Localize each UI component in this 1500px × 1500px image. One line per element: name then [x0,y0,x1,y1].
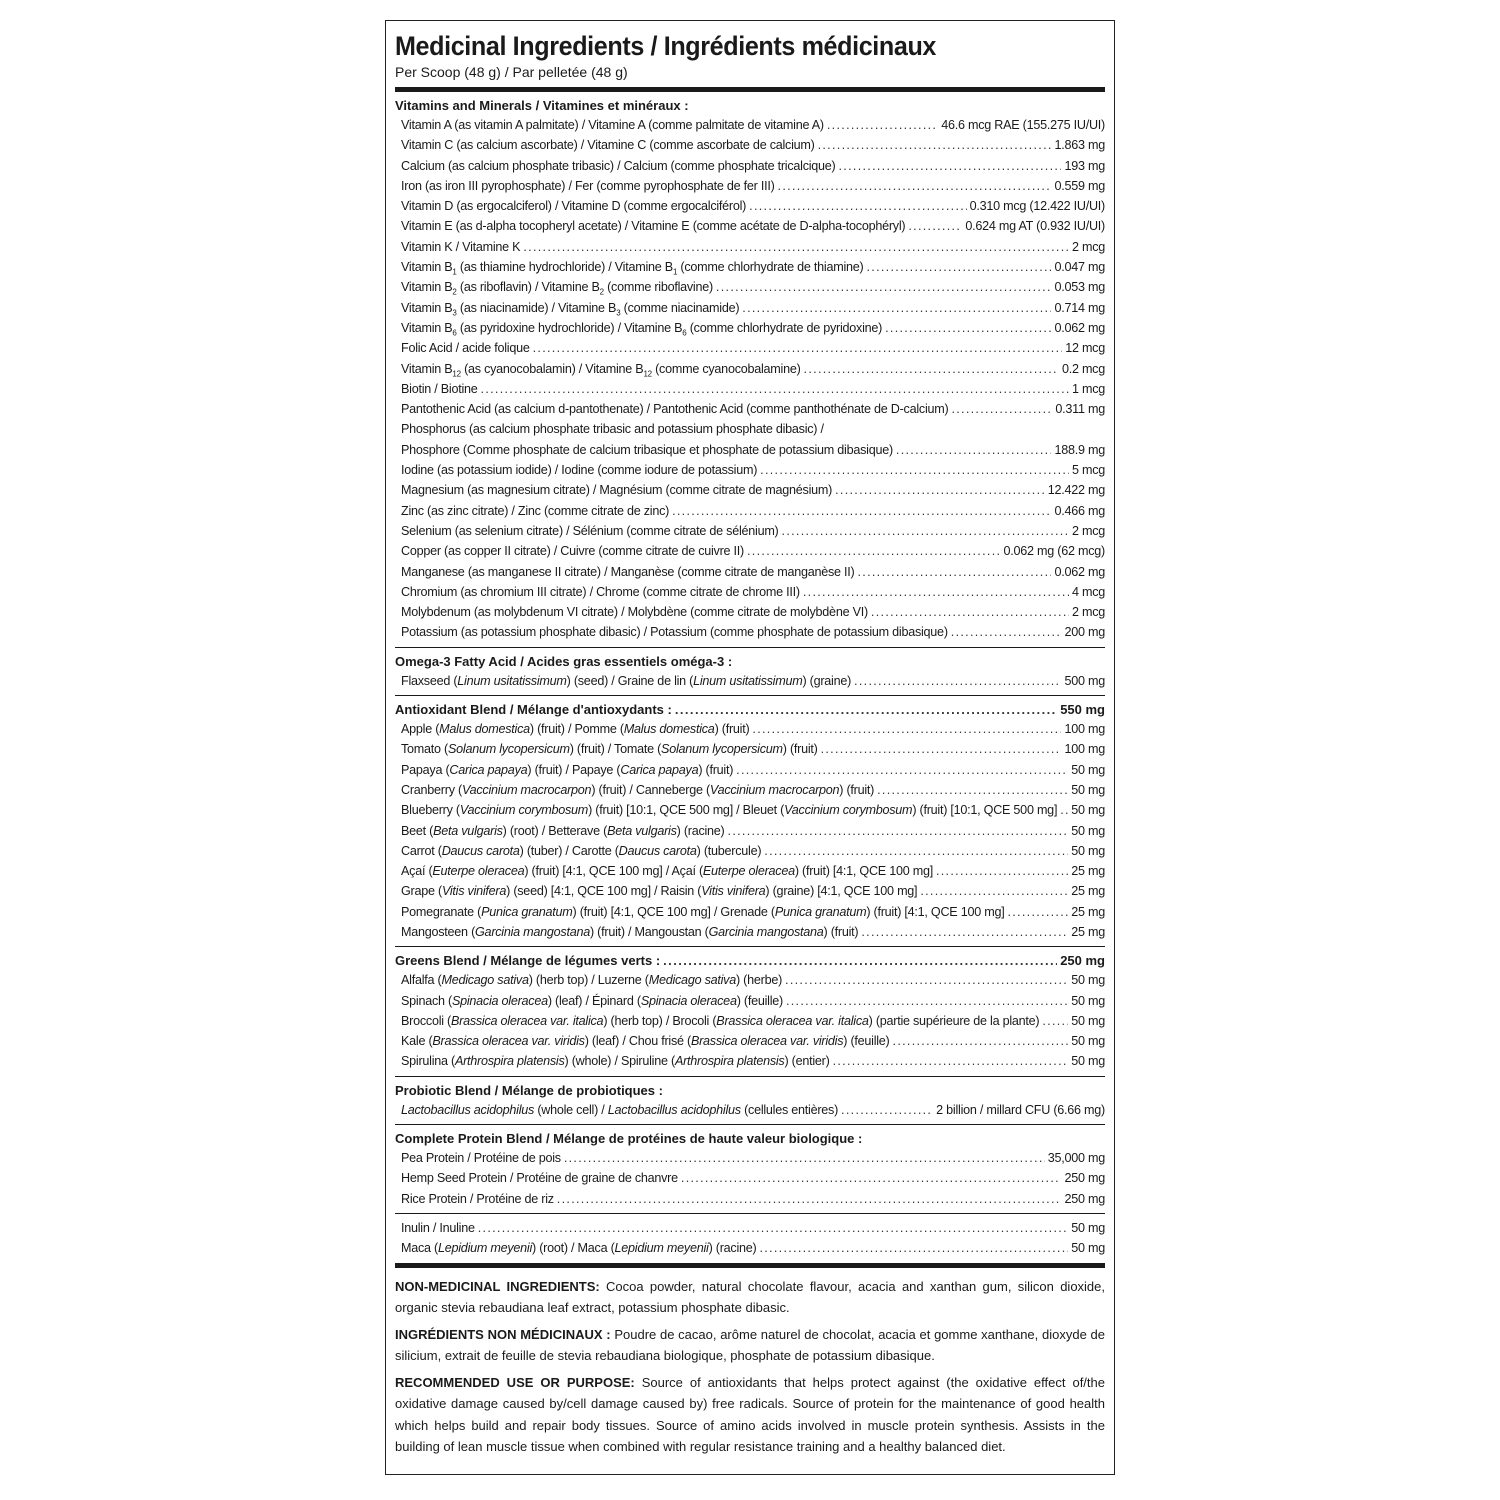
dot-leader [835,480,1045,500]
ingredient-name: Blueberry (Vaccinium corymbosum) (fruit) [10:1, QCE 500 mg] / Bleuet (Vaccinium corymbosum) (fruit) [10:1, QCE 500 mg] [401,803,1058,818]
ingredient-row-continued: Phosphorus (as calcium phosphate tribasic and potassium phosphate dibasic) / [401,422,824,437]
ingredient-name: Vitamin K / Vitamine K [401,239,521,254]
ingredient-name: Pantothenic Acid (as calcium d-pantothenate) / Pantothenic Acid (comme panthothénate de D-calcium) [401,402,949,417]
ingredient-amount: 0.2 mcg [1061,361,1105,376]
ingredient-row [395,298,1105,318]
dot-leader [728,821,1069,841]
ingredient-name: Iron (as iron III pyrophosphate) / Fer (comme pyrophosphate de fer III) [401,178,775,193]
ingredient-row [395,135,1105,155]
ingredient-name: Vitamin $B_3$ (as niacinamide) / Vitamine $B_3$ (comme niacinamide) [401,300,740,318]
ingredient-amount: 50 mg [1071,762,1105,777]
ingredient-amount: 50 mg [1071,1013,1105,1028]
ingredient-name: Papaya (Carica papaya) (fruit) / Papaye (Carica papaya) (fruit) [401,762,734,777]
ingredient-row [395,1051,1105,1071]
section-heading: Probiotic Blend / Mélange de probiotiques : [395,1082,663,1098]
ingredient-amount: 0.624 mg AT (0.932 IU/UI) [965,219,1105,234]
section-heading: Antioxidant Blend / Mélange d'antioxydants : . . . 550 mg [395,700,1105,719]
ingredient-amount: 50 mg [1071,993,1105,1008]
ingredient-amount: 5 mcg [1071,463,1105,478]
ingredient-name: Maca (Lepidium meyenii) (root) / Maca (Lepidium meyenii) (racine) [401,1241,757,1256]
dot-leader [523,237,1069,257]
notes-section [395,1268,1105,1458]
dot-leader [803,582,1069,602]
ingredient-amount: 0.310 mcg (12.422 IU/UI) [969,199,1105,214]
ingredient-row [395,1011,1105,1031]
ingredient-row [395,338,1105,358]
ingredient-amount: 250 mg [1064,1191,1105,1206]
ingredient-name: Rice Protein / Protéine de riz [401,1191,554,1206]
ingredient-amount: 35,000 mg [1047,1151,1105,1166]
ingredient-row [395,541,1105,561]
non-medicinal-ingredients: NON-MEDICINAL INGREDIENTS: Cocoa powder, natural chocolate flavour, acacia and xanthan gum, silicon dioxide, organic stevia rebaudiana leaf extract, potassium phosphate dibasic. [395,1278,1106,1316]
ingredient-row [395,1218,1105,1238]
ingredient-amount: 250 mg [1064,1171,1105,1186]
ingredient-row [395,501,1105,521]
ingredient-name: Chromium (as chromium III citrate) / Chrome (comme citrate de chrome III) [401,584,800,599]
ingredient-name: Cranberry (Vaccinium macrocarpon) (fruit) / Canneberge (Vaccinium macrocarpon) (fruit) [401,782,875,797]
dot-leader [752,719,1061,739]
dot-leader [675,700,1057,719]
ingredient-name: Vitamin E (as d-alpha tocopheryl acetate) / Vitamine E (comme acétate de D-alpha-tocophéryl) [401,219,906,234]
ingredient-amount: 188.9 mg [1054,442,1105,457]
ingredient-row [395,1100,1105,1120]
dot-leader [481,379,1069,399]
ingredient-row [395,318,1105,338]
ingredient-name: Lactobacillus acidophilus (whole cell) / Lactobacillus acidophilus (cellules entières) [401,1102,839,1117]
ingredient-name: Apple (Malus domestica) (fruit) / Pomme (Malus domestica) (fruit) [401,722,750,737]
ingredient-amount: 50 mg [1071,1220,1105,1235]
dot-leader [716,277,1052,297]
ingredient-row [395,922,1105,942]
ingredient-name: Açaí (Euterpe oleracea) (fruit) [4:1, QCE 100 mg] / Açaí (Euterpe oleracea) (fruit) [4:1, QCE 100 mg] [401,864,933,879]
ingredient-row [395,237,1105,257]
ingredient-name: Flaxseed (Linum usitatissimum) (seed) / Graine de lin (Linum usitatissimum) (graine) [401,673,852,688]
ingredient-row [395,821,1105,841]
ingredient-row [395,1031,1105,1051]
ingredient-name: Inulin / Inuline [401,1220,475,1235]
ingredient-row [395,881,1105,901]
ingredient-row [395,379,1105,399]
dot-leader [557,1189,1062,1209]
dot-leader [672,501,1051,521]
dot-leader [747,541,1001,561]
ingredient-name: Iodine (as potassium iodide) / Iodine (comme iodure de potassium) [401,463,758,478]
dot-leader [533,338,1063,358]
section-heading: Complete Protein Blend / Mélange de protéines de haute valeur biologique : [395,1131,863,1147]
ingredient-row [395,216,1105,236]
dot-leader [749,196,966,216]
ingredient-name: Beet (Beta vulgaris) (root) / Betterave (Beta vulgaris) (racine) [401,823,725,838]
dot-leader [1042,1011,1068,1031]
dot-leader [782,521,1069,541]
ingredient-amount: 193 mg [1064,158,1105,173]
ingredient-row [395,1168,1105,1188]
ingredient-amount: 2 billion / millard CFU (6.66 mg) [936,1102,1105,1117]
ingredient-amount: 0.062 mg (62 mcg) [1003,544,1105,559]
dot-leader [759,1238,1068,1258]
ingredient-row [395,562,1105,582]
ingredient-name: Biotin / Biotine [401,381,478,396]
ingredient-row [395,622,1105,642]
ingredient-name: Vitamin $B_1$ (as thiamine hydrochloride) / Vitamine $B_1$ (comme chlorhydrate de thiamine) [401,260,864,277]
ingredient-row [395,1189,1105,1209]
dot-leader [841,1100,933,1120]
ingredient-name: Magnesium (as magnesium citrate) / Magnésium (comme citrate de magnésium) [401,483,833,498]
ingredient-amount: 0.062 mg [1054,320,1105,335]
ingredient-amount: 0.062 mg [1054,564,1105,579]
ingredient-name: Zinc (as zinc citrate) / Zinc (comme citrate de zinc) [401,503,670,518]
dot-leader [861,922,1068,942]
dot-leader [742,298,1051,318]
ingredient-name: Kale (Brassica oleracea var. viridis) (leaf) / Chou frisé (Brassica oleracea var. viridis) (feuille) [401,1034,890,1049]
ingredient-name: Phosphore (Comme phosphate de calcium tribasique et phosphate de potassium dibasique) [401,442,893,457]
ingredient-row [395,739,1105,759]
ingredient-amount: 1 mcg [1071,381,1105,396]
dot-leader [764,841,1068,861]
dot-leader [786,991,1068,1011]
ingredient-row [395,1238,1105,1258]
dot-leader [951,399,1052,419]
dot-leader [908,216,962,236]
ingredient-name: Manganese (as manganese II citrate) / Manganèse (comme citrate de manganèse II) [401,564,855,579]
dot-leader [827,115,938,135]
ingredient-name: Mangosteen (Garcinia mangostana) (fruit) / Mangoustan (Garcinia mangostana) (fruit) [401,924,859,939]
greens-section [395,947,1105,1075]
ingredient-amount: 500 mg [1064,673,1105,688]
dot-leader [877,780,1068,800]
ingredient-amount: 25 mg [1071,924,1105,939]
ingredient-row [395,277,1105,297]
dot-leader [1060,800,1068,820]
ingredient-row [395,399,1105,419]
ingredient-name: Folic Acid / acide folique [401,341,530,356]
ingredient-amount: 50 mg [1071,973,1105,988]
dot-leader [854,671,1061,691]
dot-leader [871,602,1069,622]
ingredient-amount: 2 mcg [1071,523,1105,538]
serving-size: Per Scoop (48 g) / Par pelletée (48 g) [395,64,628,80]
ingredient-amount: 12 mcg [1065,341,1105,356]
dot-leader [866,257,1051,277]
ingredient-name: Broccoli (Brassica oleracea var. italica) (herb top) / Brocoli (Brassica oleracea var. italica) (partie supérieure de la plante) [401,1013,1040,1028]
ingredient-row [395,480,1105,500]
ingredient-name: Vitamin A (as vitamin A palmitate) / Vitamine A (comme palmitate de vitamine A) [401,118,824,132]
ingredient-amount: 12.422 mg [1047,483,1105,498]
dot-leader [893,1031,1069,1051]
ingredient-amount: 0.466 mg [1054,503,1105,518]
ingredient-amount: 2 mcg [1071,605,1105,620]
other-section [395,1214,1105,1263]
dot-leader [663,951,1057,970]
dot-leader [951,622,1062,642]
ingredient-name: Hemp Seed Protein / Protéine de graine de chanvre [401,1171,678,1186]
ingredient-amount: 25 mg [1071,904,1105,919]
ingredient-name: Vitamin $B_6$ (as pyridoxine hydrochloride) / Vitamine $B_6$ (comme chlorhydrate de pyridoxine) [401,320,883,338]
dot-leader [778,176,1052,196]
ingredient-amount: 46.6 mcg RAE (155.275 IU/UI) [941,118,1105,132]
ingredient-amount: 100 mg [1064,722,1105,737]
ingredient-row [395,841,1105,861]
ingredient-row [395,156,1105,176]
ingredient-row [395,582,1105,602]
ingredient-name: Vitamin $B_2$ (as riboflavin) / Vitamine $B_2$ (comme riboflavine) [401,280,713,297]
section-heading: Omega-3 Fatty Acid / Acides gras essentiels oméga-3 : [395,653,733,669]
ingredient-amount: 50 mg [1071,1054,1105,1069]
ingredient-name: Selenium (as selenium citrate) / Sélénium (comme citrate de sélénium) [401,523,779,538]
ingredient-row [395,440,1105,460]
ingredient-name: Vitamin C (as calcium ascorbate) / Vitamine C (comme ascorbate de calcium) [401,138,815,153]
dot-leader [839,156,1062,176]
ingredient-row [395,719,1105,739]
ingredient-row [395,521,1105,541]
ingredient-row [395,991,1105,1011]
omega-section [395,648,1105,695]
ingredient-amount: 50 mg [1071,823,1105,838]
ingredient-amount: 50 mg [1071,1241,1105,1256]
dot-leader [1007,902,1068,922]
ingredient-name: Spinach (Spinacia oleracea) (leaf) / Épinard (Spinacia oleracea) (feuille) [401,993,783,1008]
ingredient-amount: 25 mg [1071,864,1105,879]
ingredients-panel [385,20,1115,1475]
ingredient-name: Vitamin D (as ergocalciferol) / Vitamine D (comme ergocalciférol) [401,199,747,214]
ingredient-row [395,800,1105,820]
dot-leader [857,562,1051,582]
ingredient-row [395,1148,1105,1168]
dot-leader [821,739,1062,759]
ingredient-name: Grape (Vitis vinifera) (seed) [4:1, QCE 100 mg] / Raisin (Vitis vinifera) (graine) [4:1, QCE 100 mg] [401,884,918,899]
ingredient-row [395,671,1105,691]
ingredient-amount: 2 mcg [1071,239,1105,254]
vitamins-section [395,92,1105,647]
ingredient-row [395,196,1105,216]
ingredient-name: Copper (as copper II citrate) / Cuivre (comme citrate de cuivre II) [401,544,744,559]
dot-leader [804,359,1059,379]
ingredient-row [395,602,1105,622]
section-heading: Vitamins and Minerals / Vitamines et minéraux : [395,98,689,113]
ingredient-amount: 200 mg [1064,625,1105,640]
page-title: Medicinal Ingredients / Ingrédients médicinaux [395,31,937,61]
ingredient-amount: 0.311 mg [1055,402,1105,417]
dot-leader [681,1168,1062,1188]
ingredient-amount: 1.863 mg [1054,138,1105,153]
ingredient-amount: 4 mcg [1071,584,1105,599]
ingredient-row [395,359,1105,379]
section-heading: Greens Blend / Mélange de légumes verts : . . . 250 mg [395,951,1105,970]
ingredient-name: Pomegranate (Punica granatum) (fruit) [4:1, QCE 100 mg] / Grenade (Punica granatum) (fruit) [4:1, QCE 100 mg] [401,904,1005,919]
dot-leader [920,881,1068,901]
ingredient-name: Calcium (as calcium phosphate tribasic) / Calcium (comme phosphate tricalcique) [401,158,836,173]
ingredient-name: Tomato (Solanum lycopersicum) (fruit) / Tomate (Solanum lycopersicum) (fruit) [401,742,818,757]
ingredient-row [395,780,1105,800]
ingredient-row [395,115,1105,135]
dot-leader [885,318,1051,338]
ingredient-amount: 25 mg [1071,884,1105,899]
dot-leader [736,760,1068,780]
dot-leader [478,1218,1069,1238]
dot-leader [833,1051,1069,1071]
ingredient-name: Pea Protein / Protéine de pois [401,1151,561,1166]
ingredient-amount: 50 mg [1071,843,1105,858]
ingredient-row [395,460,1105,480]
ingredient-row [395,176,1105,196]
probiotic-section [395,1077,1105,1124]
ingredient-amount: 0.047 mg [1054,260,1105,275]
dot-leader [760,460,1069,480]
ingredient-row [395,257,1105,277]
protein-section [395,1125,1105,1213]
ingredient-amount: 50 mg [1071,1034,1105,1049]
ingredient-amount: 50 mg [1071,803,1105,818]
ingredient-name: Vitamin $B_{12}$ (as cyanocobalamin) / Vitamine $B_{12}$ (comme cyanocobalamine) [401,361,801,379]
ingredient-row [395,861,1105,881]
recommended-use: RECOMMENDED USE OR PURPOSE: Source of antioxidants that helps protect against (the oxidative effect of/the oxidative damage caused by/cell damage caused by) free radicals. Source of protein for the maintenance of good health which helps build and repair body tissues. Source of amino acids involved in muscle protein synthesis. Assists in the building of lean muscle tissue when combined with regular resistance training and a healthy balanced diet. [395,1374,1105,1455]
ingredient-amount: 50 mg [1071,782,1105,797]
ingredient-name: Alfalfa (Medicago sativa) (herb top) / Luzerne (Medicago sativa) (herbe) [401,973,783,988]
dot-leader [936,861,1068,881]
ingredient-name: Spirulina (Arthrospira platensis) (whole) / Spiruline (Arthrospira platensis) (entier) [401,1054,830,1069]
ingredient-row [395,970,1105,990]
dot-leader [785,970,1068,990]
ingredient-name: Carrot (Daucus carota) (tuber) / Carotte (Daucus carota) (tubercule) [401,843,762,858]
ingredient-amount: 0.053 mg [1054,280,1105,295]
ingredient-amount: 0.714 mg [1054,300,1105,315]
ingredient-amount: 100 mg [1064,742,1105,757]
antioxidant-section [395,696,1105,946]
dot-leader [896,440,1052,460]
ingredient-name: Molybdenum (as molybdenum VI citrate) / Molybdène (comme citrate de molybdène VI) [401,605,868,620]
dot-leader [818,135,1052,155]
ingredient-amount: 0.559 mg [1054,178,1105,193]
ingredient-name: Potassium (as potassium phosphate dibasic) / Potassium (comme phosphate de potassium dibasique) [401,625,948,640]
ingredient-row [395,902,1105,922]
ingredient-row [395,760,1105,780]
dot-leader [564,1148,1045,1168]
ingredients-non-medicinaux: INGRÉDIENTS NON MÉDICINAUX : Poudre de cacao, arôme naturel de chocolat, acacia et gomme xanthane, dioxyde de silicium, extrait de feuille de stevia rebaudiana biologique, phosphate de potassium dibasique. [395,1326,1105,1364]
